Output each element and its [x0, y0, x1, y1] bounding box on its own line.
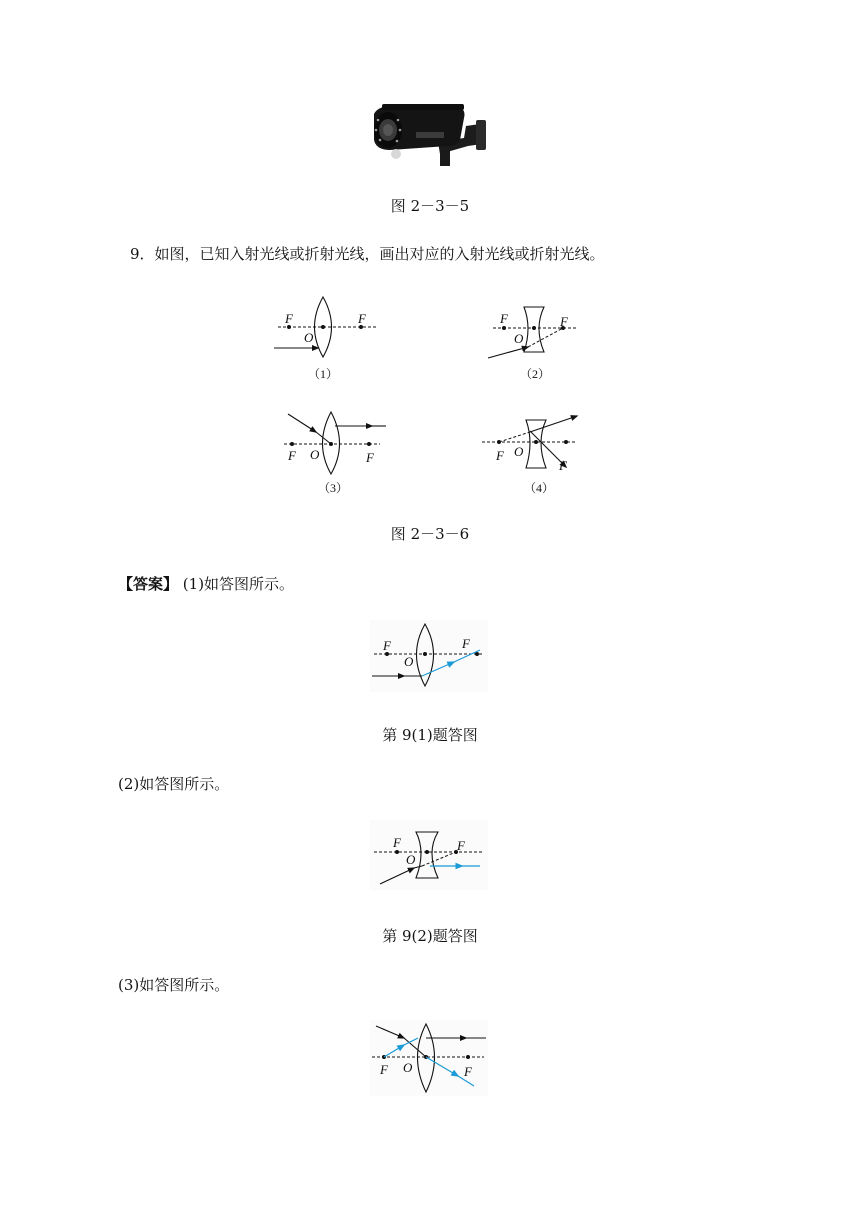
panel-4-label: （4） [524, 481, 555, 495]
question-9-text: 9．如图，已知入射光线或折射光线，画出对应的入射光线或折射光线。 [130, 245, 605, 263]
panel-3-focus-left: F [288, 448, 296, 463]
answer-figure-1 [370, 620, 488, 692]
panel-1-focus-right: F [358, 311, 366, 326]
panel-1-label: （1） [308, 367, 339, 381]
panel-3-center: O [310, 447, 320, 462]
answer1-focus-left: F [383, 638, 391, 653]
answer-figure-3 [370, 1020, 488, 1096]
answer2-focus-left: F [393, 835, 401, 850]
panel-2-focus-right: F [560, 314, 568, 329]
answer1-focus-right: F [462, 636, 470, 651]
panel-2-concave-lens [488, 307, 576, 381]
answer2-center: O [406, 852, 416, 867]
figure-2-3-6-caption: 图 2－3－6 [390, 525, 470, 543]
answer2-focus-right: F [457, 838, 465, 853]
panel-4-center: O [514, 444, 524, 459]
panel-4-focus-left: F [496, 448, 504, 463]
answer-part1 [118, 573, 294, 594]
panel-1-focus-left: F [285, 311, 293, 326]
security-camera-image [368, 104, 492, 170]
answer-part3-text: (3)如答图所示。 [118, 976, 230, 994]
panel-3-convex-lens [284, 412, 386, 495]
panel-2-center: O [514, 331, 524, 346]
answer3-focus-left: F [380, 1062, 388, 1077]
panel-1-center: O [304, 330, 314, 345]
answer-figure-2 [370, 820, 488, 890]
panel-4-focus-right: F [559, 458, 567, 473]
answer3-center: O [403, 1060, 413, 1075]
answer-figure-2-caption: 第 9(2)题答图 [382, 927, 478, 945]
panel-3-focus-right: F [366, 450, 374, 465]
panel-4-concave-lens [482, 416, 577, 495]
answer-heading: 【答案】 [118, 575, 179, 593]
panel-3-label: （3） [318, 481, 349, 495]
answer-part2-text: (2)如答图所示。 [118, 775, 230, 793]
figure-2-3-5-caption: 图 2－3－5 [390, 197, 470, 215]
answer1-center: O [404, 654, 414, 669]
answer-figure-1-caption: 第 9(1)题答图 [382, 726, 478, 744]
answer-part1-text: (1)如答图所示。 [182, 575, 295, 593]
panel-2-focus-left: F [500, 311, 508, 326]
panel-2-label: （2） [520, 367, 551, 381]
panel-1-convex-lens [274, 297, 376, 381]
figure-2-3-6 [268, 292, 588, 502]
answer3-focus-right: F [464, 1064, 472, 1079]
